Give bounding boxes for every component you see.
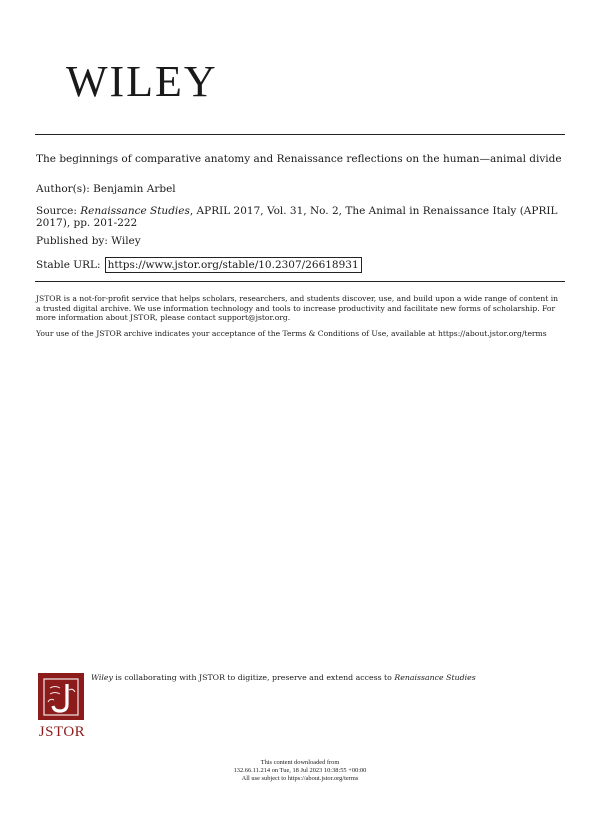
- footer-line-2: 132.66.11.214 on Tue, 18 Jul 2023 10:38:55 +00:00: [233, 767, 367, 774]
- top-divider: [35, 134, 565, 135]
- author-label: Author(s):: [36, 183, 90, 195]
- source-journal: Renaissance Studies: [80, 205, 190, 217]
- jstor-about-notice: JSTOR is a not-for-profit service that helps scholars, researchers, and students discover, use, and build upon a wide range of content in a trusted digital archive. We use information technology and tools to increase productivity and facilitate new forms of scholarship. For more information about JSTOR, please contact support@jstor.org.: [36, 294, 559, 322]
- stable-url-label: Stable URL:: [36, 259, 101, 271]
- source-details: , APRIL 2017, Vol. 31, No. 2, The Animal in Renaissance Italy (APRIL 2017), pp. 201-222: [36, 205, 558, 229]
- article-author: [36, 183, 564, 195]
- collab-text: is collaborating with JSTOR to digitize, preserve and extend access to: [112, 673, 395, 682]
- collaboration-statement: [91, 673, 561, 683]
- jstor-wordmark: JSTOR: [38, 724, 86, 740]
- article-source: [36, 205, 564, 229]
- footer-line-3: All use subject to https://about.jstor.org/terms: [241, 775, 359, 782]
- published-label: Published by:: [36, 235, 108, 247]
- article-publisher: [36, 235, 564, 247]
- stable-url-row: [36, 257, 564, 273]
- published-by: Wiley: [111, 235, 141, 247]
- mid-divider: [35, 281, 565, 282]
- source-label: Source:: [36, 205, 77, 217]
- collab-publisher: Wiley: [91, 673, 113, 682]
- footer-line-1: This content downloaded from: [260, 759, 340, 766]
- stable-url-link[interactable]: https://www.jstor.org/stable/10.2307/26618931: [105, 257, 362, 273]
- download-footer: [0, 759, 600, 783]
- jstor-logo-icon: [38, 673, 84, 720]
- article-title: The beginnings of comparative anatomy and Renaissance reflections on the human—animal divide: [36, 153, 562, 165]
- wiley-logo: WILEY: [66, 57, 218, 106]
- author-name: Benjamin Arbel: [93, 183, 176, 195]
- terms-notice: Your use of the JSTOR archive indicates your acceptance of the Terms & Conditions of Use, available at https://about.jstor.org/terms: [36, 329, 547, 338]
- collab-journal: Renaissance Studies: [394, 673, 476, 682]
